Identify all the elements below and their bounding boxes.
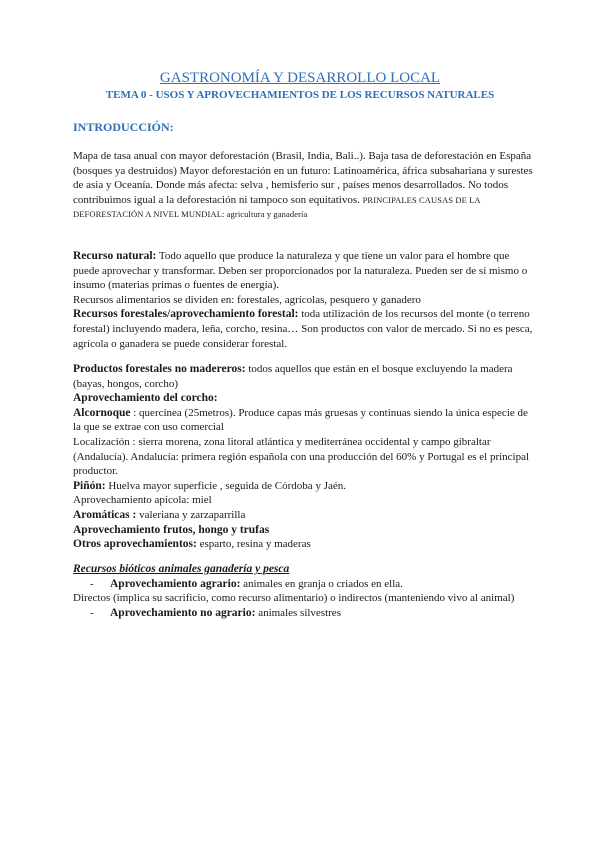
recurso-natural-label: Recurso natural: — [73, 250, 157, 262]
bullet-no-agrario — [73, 606, 533, 621]
otros-text: esparto, resina y maderas — [196, 538, 311, 551]
dash-bullet: - — [90, 606, 94, 619]
paragraph-forest-products — [73, 362, 533, 552]
recursos-forestales-label: Recursos forestales/aprovechamiento forestal: — [73, 308, 299, 321]
agrario-text: animales en granja o criados en ella. — [240, 577, 403, 590]
document-subtitle: TEMA 0 - USOS Y APROVECHAMIENTOS DE LOS RECURSOS NATURALES — [105, 89, 495, 101]
no-madereros-label: Productos forestales no madereros: — [73, 363, 246, 375]
corcho-heading: Aprovechamiento del corcho: — [73, 392, 218, 405]
aromaticas-text: valeriana y zarzaparrilla — [136, 508, 246, 521]
intro-heading: INTRODUCCIÓN: — [73, 120, 174, 134]
otros-label: Otros aprovechamientos: — [73, 538, 197, 551]
paragraph-biotic-resources — [73, 562, 533, 620]
no-madereros-text: todos aquellos que están en el bosque excluyendo la madera (bayas, hongos, corcho) — [73, 363, 513, 390]
pinon-label: Piñón: — [73, 479, 106, 492]
bullet-agrario — [73, 577, 533, 592]
agrario-label: Aprovechamiento agrario: — [110, 577, 241, 590]
localizacion-text: Localización : sierra morena, zona litoral atlántica y mediterránea occidental y campo gibraltar (Andalucía). Andalucía: primera región española con una producción del 60% y Portugal es el principal productor. — [73, 435, 530, 478]
alcornoque-text: : quercínea (25metros). Produce capas más gruesas y continuas siendo la única especie de la que se extrae con uso comercial — [73, 406, 528, 434]
aromaticas-label: Aromáticas : — [73, 508, 137, 521]
paragraph-deforestation — [73, 149, 533, 222]
recurso-natural-text: Todo aquello que produce la naturaleza y que tiene un valor para el hombre que puede aprovechar y transformar. Deben ser proporcionados por la naturaleza. Pueden ser de sí mismo o insumo (materias primas o fuentes de energía). — [73, 250, 528, 292]
paragraph-resources — [73, 249, 533, 351]
document-title: GASTRONOMÍA Y DESARROLLO LOCAL — [159, 70, 441, 86]
apicola-text: Aprovechamiento apícola: miel — [73, 494, 212, 507]
deforestation-causes: PRINCIPALES CAUSAS DE LA DEFORESTACIÓN A NIVEL MUNDIAL: agricultura y ganadería — [73, 194, 481, 220]
deforestation-text: Mapa de tasa anual con mayor deforestación (Brasil, India, Bali..). Baja tasa de deforestación en España (bosques ya destruidos) Mayor deforestación en un futuro: Latinoamérica, áfrica subsahariana y surestes de asia y Oceanía. Donde más afecta: selva , hemisferio sur , países menos desarrollados. No todos contribuimos igual a la deforestación ni tampoco son equitativos. — [73, 150, 533, 206]
no-agrario-label: Aprovechamiento no agrario: — [110, 606, 256, 619]
bioticos-heading: Recursos bióticos animales ganadería y pesca — [73, 563, 290, 575]
dash-bullet: - — [90, 577, 94, 590]
directos-text: Directos (implica su sacrificio, como recurso alimentario) o indirectos (manteniendo vivo al animal) — [73, 592, 515, 605]
alcornoque-label: Alcornoque — [73, 406, 131, 419]
no-agrario-text: animales silvestres — [255, 606, 341, 619]
recursos-alimentarios: Recursos alimentarios se dividen en: forestales, agrícolas, pesquero y ganadero — [73, 293, 421, 306]
pinon-text: Huelva mayor superficie , seguida de Córdoba y Jaén. — [105, 479, 346, 492]
frutos-heading: Aprovechamiento frutos, hongo y trufas — [73, 523, 270, 536]
recursos-forestales-text: toda utilización de los recursos del monte (o terreno forestal) incluyendo madera, leña, corcho, resina… Son productos con valor de mercado. Si no es pesca, agrícola o ganadera se puede considerar forestal. — [73, 308, 533, 350]
